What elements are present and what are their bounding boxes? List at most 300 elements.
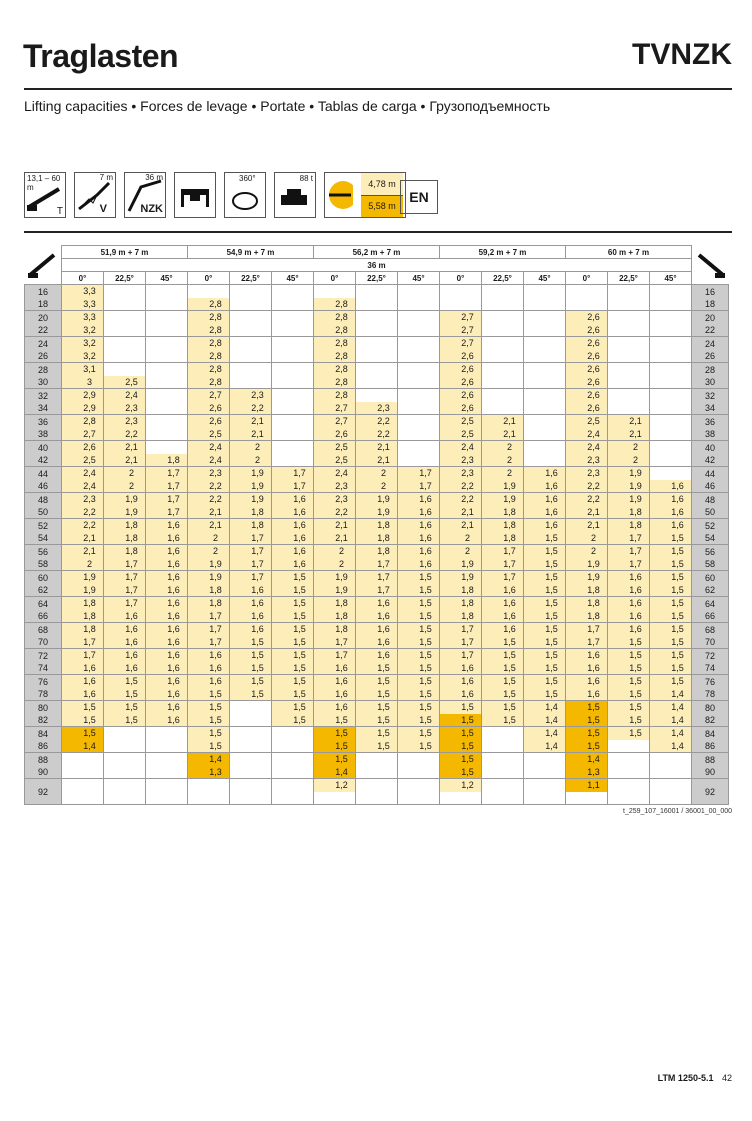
radius-cell-right: 56 58 (692, 545, 729, 571)
capacity-cell (650, 753, 692, 779)
capacity-cell (272, 389, 314, 415)
capacity-cell: 1,6 1,6 (104, 623, 146, 649)
radius-cell-left: 44 46 (25, 467, 62, 493)
reference-code: t_259_107_16001 / 36001_00_000 (623, 808, 732, 815)
capacity-cell: 2,3 2,2 (314, 493, 356, 519)
radius-cell-right: 60 62 (692, 571, 729, 597)
capacity-cell: 2,6 2,6 (566, 363, 608, 389)
capacity-cell (146, 285, 188, 311)
radius-cell-right: 92 (692, 779, 729, 805)
capacity-cell: 1,6 1,6 (314, 675, 356, 701)
capacity-cell: 2 2 (314, 545, 356, 571)
capacity-cell: 1,6 1,6 (398, 545, 440, 571)
capacity-cell (398, 441, 440, 467)
capacity-cell: 1,9 1,8 (230, 493, 272, 519)
language-badge: EN (400, 180, 438, 214)
jib-icon (74, 172, 116, 218)
capacity-cell: 2,5 2,5 (314, 441, 356, 467)
capacity-cell: 1,6 1,6 (146, 649, 188, 675)
capacity-cell: 1,7 1,7 (146, 493, 188, 519)
capacity-cell (524, 779, 566, 805)
capacity-cell (482, 727, 524, 753)
capacity-cell: 1,7 1,6 (482, 571, 524, 597)
capacity-cell: 1,5 1,5 (230, 675, 272, 701)
radius-cell-right: 68 70 (692, 623, 729, 649)
capacity-cell: 1,9 1,8 (608, 493, 650, 519)
angle-header: 0° (314, 272, 356, 285)
capacity-cell: 1,5 1,5 (566, 701, 608, 727)
capacity-cell: 1,5 1,5 (356, 701, 398, 727)
capacity-cell: 1,8 1,7 (104, 545, 146, 571)
capacity-cell: 2,4 2,3 (104, 389, 146, 415)
jib-v-label: V (99, 203, 107, 215)
table-row (25, 415, 729, 441)
capacity-cell: 1,5 1,5 (524, 597, 566, 623)
radius-cell-right: 28 30 (692, 363, 729, 389)
angle-header: 45° (524, 272, 566, 285)
capacity-cell: 1,7 1,7 (188, 623, 230, 649)
footer-model: LTM 1250-5.1 (657, 1073, 714, 1083)
capacity-cell (398, 311, 440, 337)
table-row (25, 441, 729, 467)
capacity-cell (146, 389, 188, 415)
capacity-cell: 2,3 (356, 389, 398, 415)
radius-cell-right: 72 74 (692, 649, 729, 675)
crane-icon-right (692, 246, 729, 285)
radius-a-value: 4,78 m (361, 173, 403, 196)
capacity-cell: 1,8 1,8 (440, 597, 482, 623)
capacity-cell: 1,5 1,5 (650, 545, 692, 571)
angle-header: 22,5° (230, 272, 272, 285)
radius-cell-right: 88 90 (692, 753, 729, 779)
radius-cell-left: 36 38 (25, 415, 62, 441)
capacity-cell: 1,7 1,6 (62, 649, 104, 675)
capacity-cell (440, 285, 482, 311)
capacity-cell: 1,4 1,3 (566, 753, 608, 779)
capacity-cell: 2,7 2,7 (440, 311, 482, 337)
capacity-cell: 1,8 1,7 (608, 519, 650, 545)
capacity-cell (650, 285, 692, 311)
capacity-cell (230, 285, 272, 311)
capacity-cell (62, 753, 104, 779)
capacity-cell: 2 1,9 (188, 545, 230, 571)
capacity-cell (104, 285, 146, 311)
capacity-cell (104, 753, 146, 779)
capacity-cell (230, 701, 272, 727)
capacity-cell: 2 2 (230, 441, 272, 467)
capacity-cell: 1,5 1,5 (440, 753, 482, 779)
capacity-cell: 1,6 1,5 (650, 519, 692, 545)
crane-icon-left (25, 246, 62, 285)
capacity-cell (608, 311, 650, 337)
counterweight-label: 88 t (299, 174, 313, 183)
lifting-capacity-table (24, 245, 729, 805)
capacity-cell: 2,8 (188, 285, 230, 311)
capacity-cell: 2,6 2,5 (62, 441, 104, 467)
capacity-cell (398, 363, 440, 389)
capacity-cell: 1,6 1,6 (566, 675, 608, 701)
capacity-cell: 2,4 2,3 (314, 467, 356, 493)
radius-cell-right: 40 42 (692, 441, 729, 467)
capacity-cell: 1,5 1,5 (272, 701, 314, 727)
radius-b-value: 5,58 m (361, 196, 403, 217)
capacity-cell: 1,5 1,5 (524, 571, 566, 597)
capacity-cell (272, 363, 314, 389)
capacity-cell: 2 2 (608, 441, 650, 467)
boom-range-label: 13,1 – 60 m (27, 174, 61, 192)
radius-cell-right: 52 54 (692, 519, 729, 545)
radius-cell-left: 92 (25, 779, 62, 805)
angle-header: 45° (650, 272, 692, 285)
page-number: 42 (721, 1073, 732, 1083)
capacity-cell (650, 311, 692, 337)
capacity-cell: 2,8 2,8 (188, 363, 230, 389)
capacity-cell: 1,5 (608, 727, 650, 753)
capacity-cell: 1,6 1,6 (356, 597, 398, 623)
capacity-cell: 1,6 1,6 (146, 597, 188, 623)
radius-cell-left: 84 86 (25, 727, 62, 753)
nzk-length-header: 36 m (62, 259, 692, 272)
capacity-cell (146, 337, 188, 363)
capacity-cell: 1,5 1,5 (524, 649, 566, 675)
radius-cell-left: 60 62 (25, 571, 62, 597)
capacity-cell: 1,4 1,4 (650, 727, 692, 753)
capacity-cell (230, 753, 272, 779)
capacity-cell: 1,5 1,5 (398, 675, 440, 701)
capacity-cell: 2,1 2,1 (608, 415, 650, 441)
capacity-cell: 1,7 1,7 (272, 467, 314, 493)
capacity-cell: 1,5 1,5 (566, 727, 608, 753)
table-row (25, 649, 729, 675)
capacity-cell (230, 337, 272, 363)
capacity-cell: 2,5 (104, 363, 146, 389)
capacity-cell: 1,5 1,5 (272, 571, 314, 597)
capacity-cell (272, 311, 314, 337)
capacity-cell (230, 727, 272, 753)
capacity-cell: 1,6 1,5 (230, 623, 272, 649)
capacity-cell (272, 415, 314, 441)
capacity-cell (482, 779, 524, 805)
capacity-cell: 1,6 1,5 (314, 701, 356, 727)
capacity-cell: 1,5 1,5 (104, 675, 146, 701)
footer (658, 1073, 732, 1083)
capacity-cell: 1,5 1,5 (608, 701, 650, 727)
capacity-cell: 1,5 1,5 (398, 571, 440, 597)
page-subtitle: Lifting capacities • Forces de levage • Portate • Tablas de carga • Грузоподъемность (24, 98, 551, 114)
capacity-cell: 1,7 1,7 (356, 571, 398, 597)
capacity-cell: 1,6 1,6 (608, 571, 650, 597)
radius-cell-left: 80 82 (25, 701, 62, 727)
capacity-cell (650, 441, 692, 467)
capacity-cell: 1,5 1,5 (524, 675, 566, 701)
capacity-cell: 1,6 1,6 (398, 493, 440, 519)
angle-header: 22,5° (356, 272, 398, 285)
capacity-cell: 2,2 2,1 (188, 493, 230, 519)
capacity-cell: 1,6 1,6 (608, 597, 650, 623)
table-row (25, 753, 729, 779)
capacity-cell: 2,8 2,8 (188, 311, 230, 337)
capacity-cell: 1,5 1,5 (608, 649, 650, 675)
capacity-cell (104, 779, 146, 805)
capacity-cell: 2,4 2,3 (566, 441, 608, 467)
capacity-cell: 2,8 2,8 (314, 363, 356, 389)
capacity-cell (356, 311, 398, 337)
capacity-cell: 1,6 1,6 (482, 597, 524, 623)
angle-header: 22,5° (608, 272, 650, 285)
capacity-cell: 2,8 2,8 (314, 311, 356, 337)
capacity-cell: 1,4 1,4 (524, 727, 566, 753)
capacity-cell: 2,1 2 (440, 519, 482, 545)
capacity-cell: 1,6 1,6 (146, 675, 188, 701)
capacity-cell: 1,6 1,5 (188, 675, 230, 701)
capacity-cell (482, 753, 524, 779)
capacity-cell (188, 779, 230, 805)
config-header: 60 m + 7 m (566, 246, 692, 259)
capacity-cell (524, 337, 566, 363)
capacity-cell: 1,8 1,8 (482, 519, 524, 545)
capacity-cell: 1,6 1,6 (650, 493, 692, 519)
capacity-cell: 2,1 2 (62, 545, 104, 571)
capacity-cell: 2,8 2,7 (62, 415, 104, 441)
capacity-cell: 1,9 1,8 (440, 571, 482, 597)
capacity-cell: 2,5 2,5 (440, 415, 482, 441)
capacity-cell: 1,7 1,7 (440, 623, 482, 649)
nzk-icon (124, 172, 166, 218)
capacity-cell (608, 285, 650, 311)
radius-cell-right: 36 38 (692, 415, 729, 441)
capacity-cell: 2,6 2,6 (566, 311, 608, 337)
capacity-cell (356, 337, 398, 363)
capacity-cell: 1,5 1,5 (356, 727, 398, 753)
capacity-cell (398, 415, 440, 441)
capacity-cell: 2,1 2,1 (104, 441, 146, 467)
angle-header: 0° (566, 272, 608, 285)
capacity-cell: 2 1,9 (440, 545, 482, 571)
capacity-cell: 1,6 1,6 (146, 701, 188, 727)
radius-cell-right: 64 66 (692, 597, 729, 623)
capacity-cell (398, 779, 440, 805)
capacity-cell: 1,9 1,9 (62, 571, 104, 597)
capacity-cell: 2,2 2,1 (440, 493, 482, 519)
capacity-cell (398, 389, 440, 415)
capacity-cell: 2,2 2,1 (62, 519, 104, 545)
table-row (25, 389, 729, 415)
capacity-cell: 1,8 1,7 (230, 519, 272, 545)
capacity-cell (482, 311, 524, 337)
capacity-cell: 1,6 1,6 (230, 597, 272, 623)
capacity-cell (608, 779, 650, 805)
capacity-cell: 1,7 1,6 (104, 597, 146, 623)
capacity-cell: 1,5 1,5 (398, 701, 440, 727)
table-row (25, 363, 729, 389)
capacity-cell (650, 389, 692, 415)
capacity-cell (230, 363, 272, 389)
counterweight-icon (274, 172, 316, 218)
capacity-cell: 1,9 1,8 (482, 493, 524, 519)
capacity-cell: 1,8 1,7 (314, 623, 356, 649)
capacity-cell: 1,1 (566, 779, 608, 805)
page-title: Traglasten (23, 38, 179, 74)
capacity-cell: 2,3 2,2 (62, 493, 104, 519)
capacity-cell: 1,5 1,5 (188, 701, 230, 727)
capacity-cell: 1,6 1,6 (524, 467, 566, 493)
capacity-cell (482, 363, 524, 389)
capacity-cell: 1,9 1,9 (104, 493, 146, 519)
radius-cell-left: 40 42 (25, 441, 62, 467)
capacity-cell: 1,5 1,5 (272, 623, 314, 649)
capacity-cell: 2,3 2,2 (104, 415, 146, 441)
angle-header: 45° (146, 272, 188, 285)
main-boom-icon (24, 172, 66, 218)
capacity-cell: 1,4 1,4 (650, 701, 692, 727)
capacity-cell: 1,8 1,8 (356, 519, 398, 545)
capacity-cell: 2 1,9 (566, 545, 608, 571)
radius-cell-left: 24 26 (25, 337, 62, 363)
capacity-cell (146, 415, 188, 441)
capacity-cell: 1,5 1,4 (650, 675, 692, 701)
capacity-cell: 1,7 1,7 (398, 467, 440, 493)
capacity-cell: 1,5 1,5 (524, 623, 566, 649)
capacity-cell (524, 285, 566, 311)
capacity-cell (356, 363, 398, 389)
capacity-cell (356, 753, 398, 779)
radius-cell-left: 64 66 (25, 597, 62, 623)
capacity-cell: 2,8 (314, 285, 356, 311)
capacity-cell: 2,1 2 (188, 519, 230, 545)
capacity-cell: 1,6 1,6 (356, 623, 398, 649)
outrigger-icon (174, 172, 216, 218)
capacity-cell (146, 311, 188, 337)
capacity-cell (272, 779, 314, 805)
capacity-cell (104, 727, 146, 753)
capacity-cell (398, 285, 440, 311)
capacity-cell (146, 727, 188, 753)
config-header: 59,2 m + 7 m (440, 246, 566, 259)
radius-cell-left: 32 34 (25, 389, 62, 415)
radius-cell-left: 72 74 (25, 649, 62, 675)
capacity-cell: 1,6 1,6 (524, 493, 566, 519)
capacity-cell: 3,3 3,3 (62, 285, 104, 311)
capacity-cell (608, 753, 650, 779)
table-row (25, 311, 729, 337)
angle-header: 0° (62, 272, 104, 285)
capacity-cell: 1,5 1,5 (398, 649, 440, 675)
capacity-cell (230, 779, 272, 805)
radius-cell-right: 20 22 (692, 311, 729, 337)
capacity-cell: 1,7 1,7 (608, 545, 650, 571)
angle-header: 45° (272, 272, 314, 285)
capacity-cell: 2 2 (356, 467, 398, 493)
slew-icon (224, 172, 266, 218)
capacity-cell (650, 363, 692, 389)
capacity-cell: 1,5 1,4 (62, 727, 104, 753)
divider-table (24, 231, 732, 233)
capacity-cell: 2 2 (104, 467, 146, 493)
capacity-cell: 2,6 2,6 (566, 389, 608, 415)
capacity-cell (104, 311, 146, 337)
table-row (25, 493, 729, 519)
capacity-cell: 2,3 2,2 (566, 467, 608, 493)
table-row (25, 727, 729, 753)
capacity-cell: 1,6 1,5 (482, 623, 524, 649)
capacity-cell: 1,5 1,5 (650, 571, 692, 597)
boom-t-label: T (56, 206, 63, 217)
table-row (25, 597, 729, 623)
capacity-cell: 2,1 2,1 (482, 415, 524, 441)
capacity-cell: 1,7 1,7 (104, 571, 146, 597)
capacity-cell: 2,3 2,2 (230, 389, 272, 415)
capacity-cell: 1,6 1,6 (146, 519, 188, 545)
capacity-cell (356, 285, 398, 311)
capacity-cell (482, 337, 524, 363)
capacity-cell: 1,5 1,5 (272, 675, 314, 701)
capacity-cell (650, 415, 692, 441)
capacity-cell: 1,9 1,9 (608, 467, 650, 493)
capacity-cell: 1,6 1,6 (146, 623, 188, 649)
capacity-cell (482, 389, 524, 415)
capacity-cell (524, 753, 566, 779)
capacity-cell: 1,5 1,5 (482, 675, 524, 701)
angle-header: 0° (188, 272, 230, 285)
config-header: 54,9 m + 7 m (188, 246, 314, 259)
capacity-cell: 1,7 1,7 (230, 545, 272, 571)
capacity-cell: 1,8 1,7 (188, 597, 230, 623)
table-row (25, 337, 729, 363)
capacity-cell: 1,7 1,7 (482, 545, 524, 571)
table-row (25, 571, 729, 597)
table-row (25, 467, 729, 493)
capacity-cell (524, 415, 566, 441)
capacity-cell: 2,6 2,5 (188, 415, 230, 441)
config-header: 56,2 m + 7 m (314, 246, 440, 259)
capacity-cell: 1,8 1,8 (104, 519, 146, 545)
angle-header: 22,5° (482, 272, 524, 285)
capacity-cell (650, 337, 692, 363)
capacity-cell: 1,5 1,5 (608, 675, 650, 701)
capacity-cell: 2,4 2,4 (188, 441, 230, 467)
radius-cell-right: 24 26 (692, 337, 729, 363)
divider-top (24, 88, 732, 90)
capacity-cell: 2,2 2,1 (566, 493, 608, 519)
capacity-cell (608, 363, 650, 389)
capacity-cell (272, 441, 314, 467)
capacity-cell (356, 779, 398, 805)
capacity-cell (524, 389, 566, 415)
capacity-cell: 1,9 1,8 (566, 571, 608, 597)
radius-cell-left: 16 18 (25, 285, 62, 311)
capacity-cell (482, 285, 524, 311)
nzk-length-label: 36 m (145, 173, 163, 182)
capacity-cell: 2,3 2,2 (188, 467, 230, 493)
capacity-cell (608, 389, 650, 415)
radius-cell-right: 44 46 (692, 467, 729, 493)
capacity-cell: 1,6 1,6 (440, 675, 482, 701)
angle-header: 22,5° (104, 272, 146, 285)
capacity-cell: 1,6 1,6 (272, 545, 314, 571)
counterweight-radius-box (324, 172, 406, 218)
capacity-cell: 1,9 1,9 (230, 467, 272, 493)
capacity-cell: 1,6 1,6 (272, 519, 314, 545)
capacity-cell: 3,3 3,2 (62, 311, 104, 337)
radius-cell-right: 76 78 (692, 675, 729, 701)
capacity-cell: 1,5 1,5 (314, 727, 356, 753)
capacity-cell: 1,8 1,8 (566, 597, 608, 623)
radius-cell-right: 80 82 (692, 701, 729, 727)
capacity-cell: 1,9 1,9 (356, 493, 398, 519)
capacity-cell: 2,8 2,8 (188, 337, 230, 363)
capacity-cell: 2,6 2,6 (440, 363, 482, 389)
capacity-cell (146, 779, 188, 805)
